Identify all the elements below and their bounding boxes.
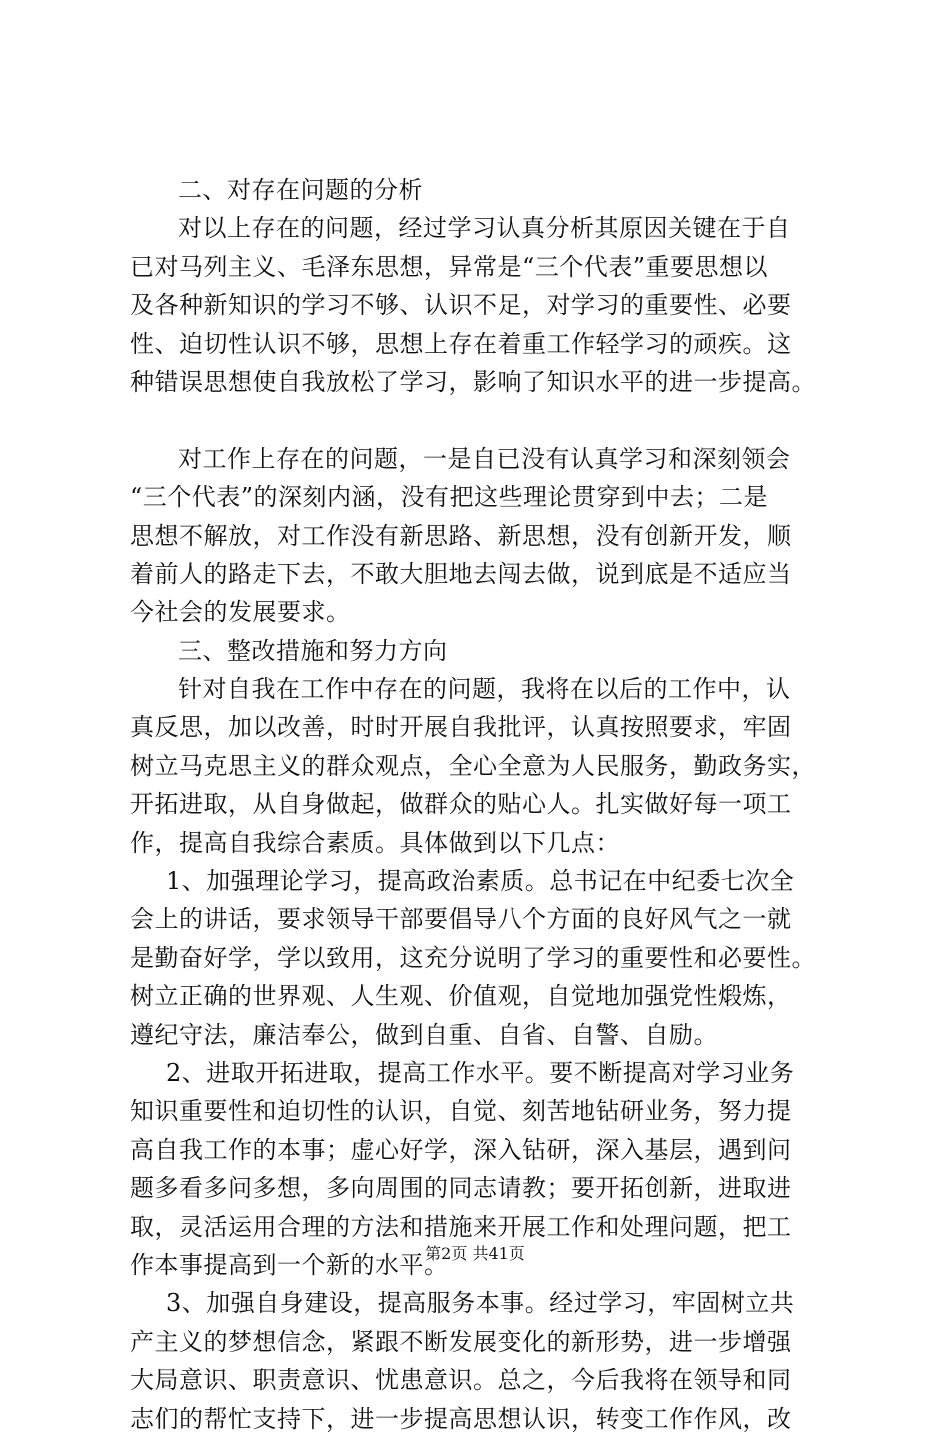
paragraph-line: 作本事提高到一个新的水平。: [130, 1250, 449, 1279]
page-number-footer: 第2页 共41页: [425, 1244, 525, 1263]
paragraph-line: 性、迫切性认识不够，思想上存在着重工作轻学习的顽疾。这: [130, 329, 792, 358]
paragraph-line: 对工作上存在的问题，一是自已没有认真学习和深刻领会: [178, 444, 791, 473]
list-item-line: 2、进取开拓进取，提高工作水平。要不断提高对学习业务: [166, 1058, 795, 1087]
paragraph-line: 及各种新知识的学习不够、认识不足，对学习的重要性、必要: [130, 291, 792, 320]
paragraph-line: 树立正确的世界观、人生观、价值观，自觉地加强党性煅炼，: [130, 982, 792, 1011]
paragraph-line: 知识重要性和迫切性的认识，自觉、刻苦地钻研业务，努力提: [130, 1097, 792, 1126]
paragraph-line: 今社会的发展要求。: [130, 598, 351, 627]
paragraph-line: 作，提高自我综合素质。具体做到以下几点：: [130, 828, 620, 857]
paragraph-line: 会上的讲话，要求领导干部要倡导八个方面的良好风气之一就: [130, 905, 792, 934]
paragraph-line: 志们的帮忙支持下，进一步提高思想认识，转变工作作风，改: [130, 1404, 792, 1433]
paragraph-line: 已对马列主义、毛泽东思想，异常是“三个代表”重要思想以: [130, 252, 769, 281]
paragraph-line: 开拓进取，从自身做起，做群众的贴心人。扎实做好每一项工: [130, 790, 792, 819]
paragraph-line: 思想不解放，对工作没有新思路、新思想，没有创新开发，顺: [130, 521, 792, 550]
paragraph-line: 针对自我在工作中存在的问题，我将在以后的工作中，认: [178, 675, 791, 704]
paragraph-line: “三个代表”的深刻内涵，没有把这些理论贯穿到中去；二是: [130, 483, 769, 512]
paragraph-line: 着前人的路走下去，不敢大胆地去闯去做，说到底是不适应当: [130, 559, 792, 588]
section-heading-measures: 三、整改措施和努力方向: [178, 636, 448, 665]
paragraph-line: 种错误思想使自我放松了学习，影响了知识水平的进一步提高。: [130, 367, 816, 396]
paragraph-line: 产主义的梦想信念，紧跟不断发展变化的新形势，进一步增强: [130, 1327, 792, 1356]
paragraph-line: 题多看多问多想，多向周围的同志请教；要开拓创新，进取进: [130, 1174, 792, 1203]
paragraph-line: 树立马克思主义的群众观点，全心全意为人民服务，勤政务实，: [130, 751, 816, 780]
paragraph-line: 遵纪守法，廉洁奉公，做到自重、自省、自警、自励。: [130, 1020, 718, 1049]
list-item-line: 3、加强自身建设，提高服务本事。经过学习，牢固树立共: [166, 1289, 795, 1318]
section-heading-analysis: 二、对存在问题的分析: [178, 176, 423, 204]
paragraph-line: 是勤奋好学，学以致用，这充分说明了学习的重要性和必要性。: [130, 943, 816, 972]
list-item-line: 1、加强理论学习，提高政治素质。总书记在中纪委七次全: [166, 867, 795, 896]
paragraph-line: 大局意识、职责意识、忧患意识。总之，今后我将在领导和同: [130, 1366, 792, 1395]
paragraph-line: 取，灵活运用合理的方法和措施来开展工作和处理问题，把工: [130, 1212, 792, 1241]
paragraph-gap: [130, 401, 830, 439]
paragraph-line: 真反思，加以改善，时时开展自我批评，认真按照要求，牢固: [130, 713, 792, 742]
paragraph-line: 高自我工作的本事；虚心好学，深入钻研，深入基层，遇到问: [130, 1135, 792, 1164]
paragraph-line: 对以上存在的问题，经过学习认真分析其原因关键在于自: [178, 214, 791, 243]
